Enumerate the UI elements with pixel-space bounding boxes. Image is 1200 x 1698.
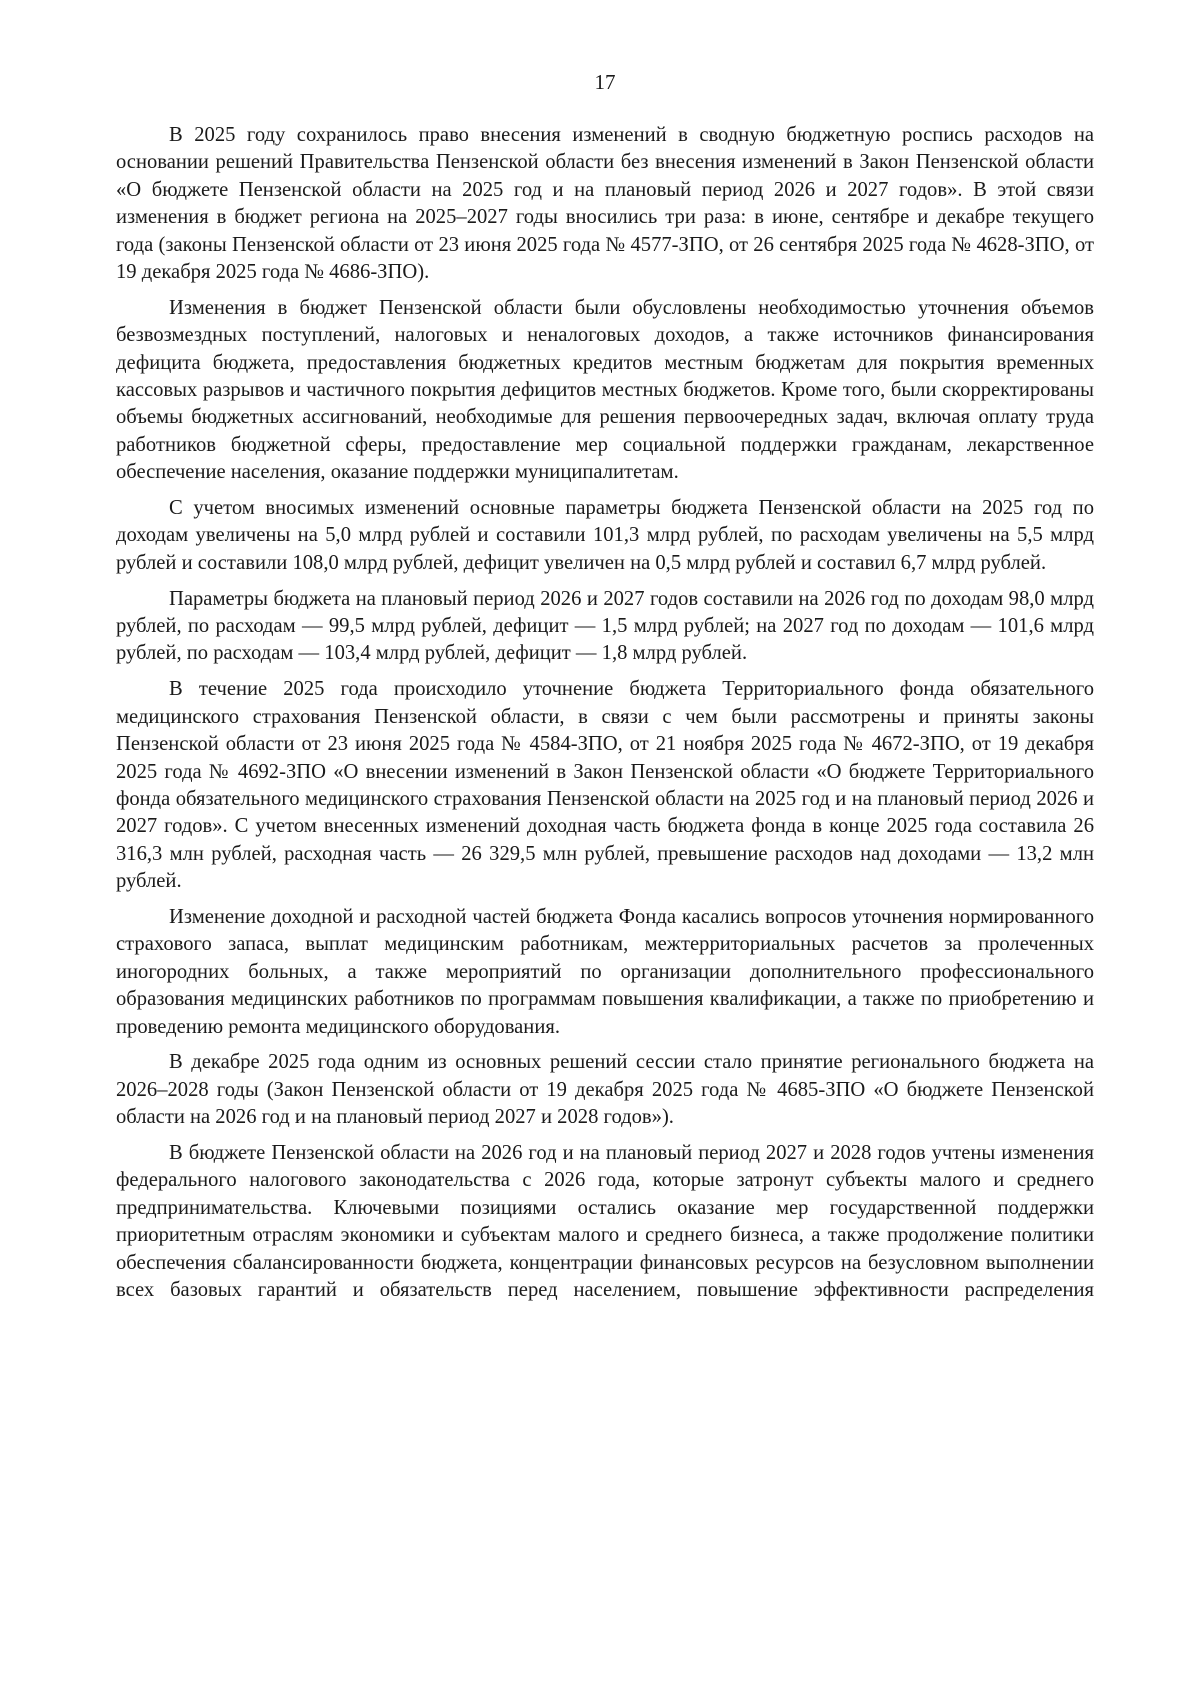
paragraph-planning-period-parameters: Параметры бюджета на плановый период 2026 и 2027 годов составили на 2026 год по доходам 98,0 млрд рублей, по расходам — 99,5 млрд рублей, дефицит — 1,5 млрд рублей; на 2027 год по доходам — 101,6 млрд рублей, по расходам — 103,4 млрд рублей, дефицит — 1,8 млрд рублей.	[116, 587, 1094, 665]
paragraph-2026-budget-priorities: В бюджете Пензенской области на 2026 год и на плановый период 2027 и 2028 годов учтены изменения федерального налогового законодательства с 2026 года, которые затронут субъекты малого и среднего предпринимательства. Ключевыми позициями остались оказание мер государственной поддержки приоритетным отраслям экономики и субъектам малого и среднего бизнеса, а также продолжение политики обеспечения сбалансированности бюджета, концентрации финансовых ресурсов на безусловном выполнении всех базовых гарантий и обязательств перед населением, повышение эффективности распределения	[116, 1141, 1094, 1301]
document-page	[116, 0, 1094, 1698]
page-number: 17	[594, 70, 616, 94]
paragraph-2026-2028-budget-adoption: В декабре 2025 года одним из основных решений сессии стало принятие регионального бюджета на 2026–2028 годы (Закон Пензенской области от 19 декабря 2025 года № 4685-ЗПО «О бюджете Пензенской области на 2026 год и на плановый период 2027 и 2028 годов»).	[116, 1051, 1094, 1129]
paragraph-medical-insurance-fund: В течение 2025 года происходило уточнение бюджета Территориального фонда обязательного медицинского страхования Пензенской области, в связи с чем были рассмотрены и приняты законы Пензенской области от 23 июня 2025 года № 4584-ЗПО, от 21 ноября 2025 года № 4672-ЗПО, от 19 декабря 2025 года № 4692-ЗПО «О внесении изменений в Закон Пензенской области «О бюджете Территориального фонда обязательного медицинского страхования Пензенской области на 2025 год и на плановый период 2026 и 2027 годов». С учетом внесенных изменений доходная часть бюджета фонда в конце 2025 года составила 26 316,3 млн рублей, расходная часть — 26 329,5 млн рублей, превышение расходов над доходами — 13,2 млн рублей.	[116, 678, 1094, 893]
document-body	[116, 122, 1094, 1304]
paragraph-amendment-reasons: Изменения в бюджет Пензенской области были обусловлены необходимостью уточнения объемов безвозмездных поступлений, налоговых и неналоговых доходов, а также источников финансирования дефицита бюджета, предоставления бюджетных кредитов местным бюджетам для покрытия временных кассовых разрывов и частичного покрытия дефицитов местных бюджетов. Кроме того, были скорректированы объемы бюджетных ассигнований, необходимые для решения первоочередных задач, включая оплату труда работников бюджетной сферы, предоставление мер социальной поддержки гражданам, лекарственное обеспечение населения, оказание поддержки муниципалитетам.	[116, 296, 1094, 484]
paragraph-fund-changes: Изменение доходной и расходной частей бюджета Фонда касались вопросов уточнения нормированного страхового запаса, выплат медицинским работникам, межтерриториальных расчетов за пролеченных иногородних больных, а также мероприятий по организации дополнительного профессионального образования медицинских работников по программам повышения квалификации, а также по приобретению и проведению ремонта медицинского оборудования.	[116, 905, 1094, 1038]
paragraph-2025-parameters: С учетом вносимых изменений основные параметры бюджета Пензенской области на 2025 год по доходам увеличены на 5,0 млрд рублей и составили 101,3 млрд рублей, по расходам увеличены на 5,5 млрд рублей и составили 108,0 млрд рублей, дефицит увеличен на 0,5 млрд рублей и составил 6,7 млрд рублей.	[116, 497, 1094, 574]
paragraph-budget-amendments: В 2025 году сохранилось право внесения изменений в сводную бюджетную роспись расходов на основании решений Правительства Пензенской области без внесения изменений в Закон Пензенской области «О бюджете Пензенской области на 2025 год и на плановый период 2026 и 2027 годов». В этой связи изменения в бюджет региона на 2025–2027 годы вносились три раза: в июне, сентябре и декабре текущего года (законы Пензенской области от 23 июня 2025 года № 4577-ЗПО, от 26 сентября 2025 года № 4628-ЗПО, от 19 декабря 2025 года № 4686-ЗПО).	[116, 124, 1094, 284]
